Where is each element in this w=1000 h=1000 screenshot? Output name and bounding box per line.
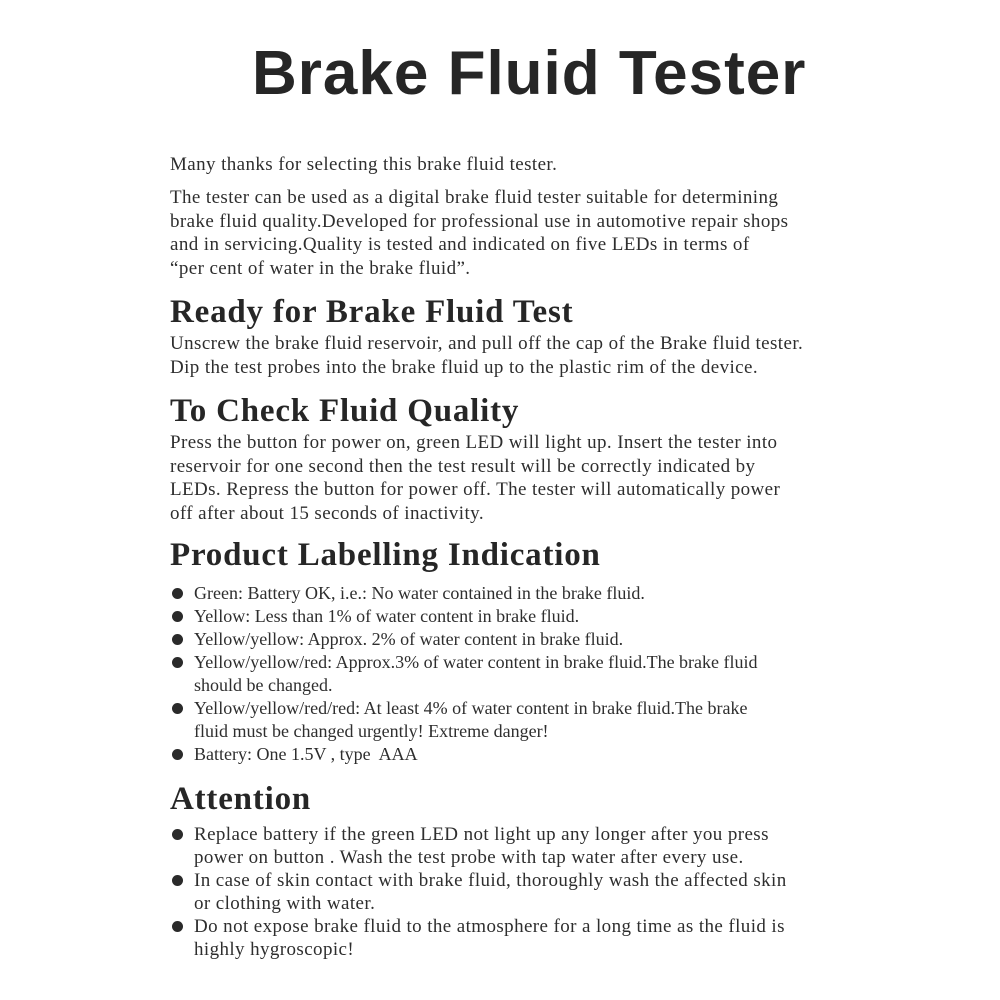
bullet-icon (172, 749, 183, 760)
list-item (170, 869, 787, 915)
list-item (170, 697, 758, 743)
bullet-icon (172, 875, 183, 886)
list-item-text: Replace battery if the green LED not light up any longer after you press (194, 824, 769, 845)
list-item-text: Yellow: Less than 1% of water content in brake fluid. (194, 606, 580, 626)
list-item-text: highly hygroscopic! (194, 939, 355, 960)
list-item-text: fluid must be changed urgently! Extreme danger! (194, 721, 549, 741)
list-item (170, 823, 787, 869)
list-item-text: should be changed. (194, 675, 333, 695)
list-item-text: Green: Battery OK, i.e.: No water contained in the brake fluid. (194, 583, 645, 603)
list-item (170, 605, 758, 628)
list-item (170, 915, 787, 961)
bullet-icon (172, 588, 183, 599)
list-item (170, 582, 758, 605)
check-line: Press the button for power on, green LED will light up. Insert the tester into (170, 432, 778, 453)
labelling-heading: Product Labelling Indication (170, 537, 601, 573)
check-line: reservoir for one second then the test result will be correctly indicated by (170, 455, 756, 477)
list-item-text: In case of skin contact with brake fluid, thoroughly wash the affected skin (194, 870, 787, 891)
list-item-text: Yellow/yellow/red: Approx.3% of water content in brake fluid.The brake fluid (194, 652, 758, 672)
intro-line: brake fluid quality.Developed for professional use in automotive repair shops (170, 210, 789, 232)
list-item-text: or clothing with water. (194, 893, 376, 914)
bullet-icon (172, 634, 183, 645)
intro-line: The tester can be used as a digital brake fluid tester suitable for determining (170, 187, 779, 208)
list-item (170, 743, 758, 766)
check-paragraph (170, 431, 780, 525)
list-item-text: power on button . Wash the test probe with tap water after every use. (194, 847, 744, 868)
ready-heading: Ready for Brake Fluid Test (170, 294, 574, 330)
bullet-icon (172, 611, 183, 622)
list-item (170, 628, 758, 651)
document-title: Brake Fluid Tester (252, 39, 807, 108)
bullet-icon (172, 703, 183, 714)
check-line: LEDs. Repress the button for power off. The tester will automatically power (170, 479, 781, 500)
ready-paragraph (170, 332, 803, 379)
attention-list (170, 823, 787, 961)
intro-thanks-paragraph (170, 153, 557, 177)
list-item-text: Do not expose brake fluid to the atmosphere for a long time as the fluid is (194, 916, 785, 937)
intro-description-paragraph (170, 186, 788, 280)
ready-line: Unscrew the brake fluid reservoir, and pull off the cap of the Brake fluid tester. (170, 333, 804, 354)
intro-line: and in servicing.Quality is tested and indicated on five LEDs in terms of (170, 234, 750, 255)
bullet-icon (172, 657, 183, 668)
intro-line: “per cent of water in the brake fluid”. (170, 257, 471, 279)
labelling-list (170, 582, 758, 766)
check-heading: To Check Fluid Quality (170, 393, 520, 429)
check-line: off after about 15 seconds of inactivity. (170, 502, 484, 524)
list-item-text: Yellow/yellow: Approx. 2% of water content in brake fluid. (194, 629, 624, 649)
intro-thanks-text: Many thanks for selecting this brake fluid tester. (170, 154, 558, 175)
attention-heading: Attention (170, 781, 312, 817)
list-item (170, 651, 758, 697)
bullet-icon (172, 921, 183, 932)
list-item-text: Yellow/yellow/red/red: At least 4% of water content in brake fluid.The brake (194, 698, 748, 718)
ready-line: Dip the test probes into the brake fluid up to the plastic rim of the device. (170, 356, 758, 378)
list-item-text: Battery: One 1.5V , type AAA (194, 744, 418, 764)
bullet-icon (172, 829, 183, 840)
